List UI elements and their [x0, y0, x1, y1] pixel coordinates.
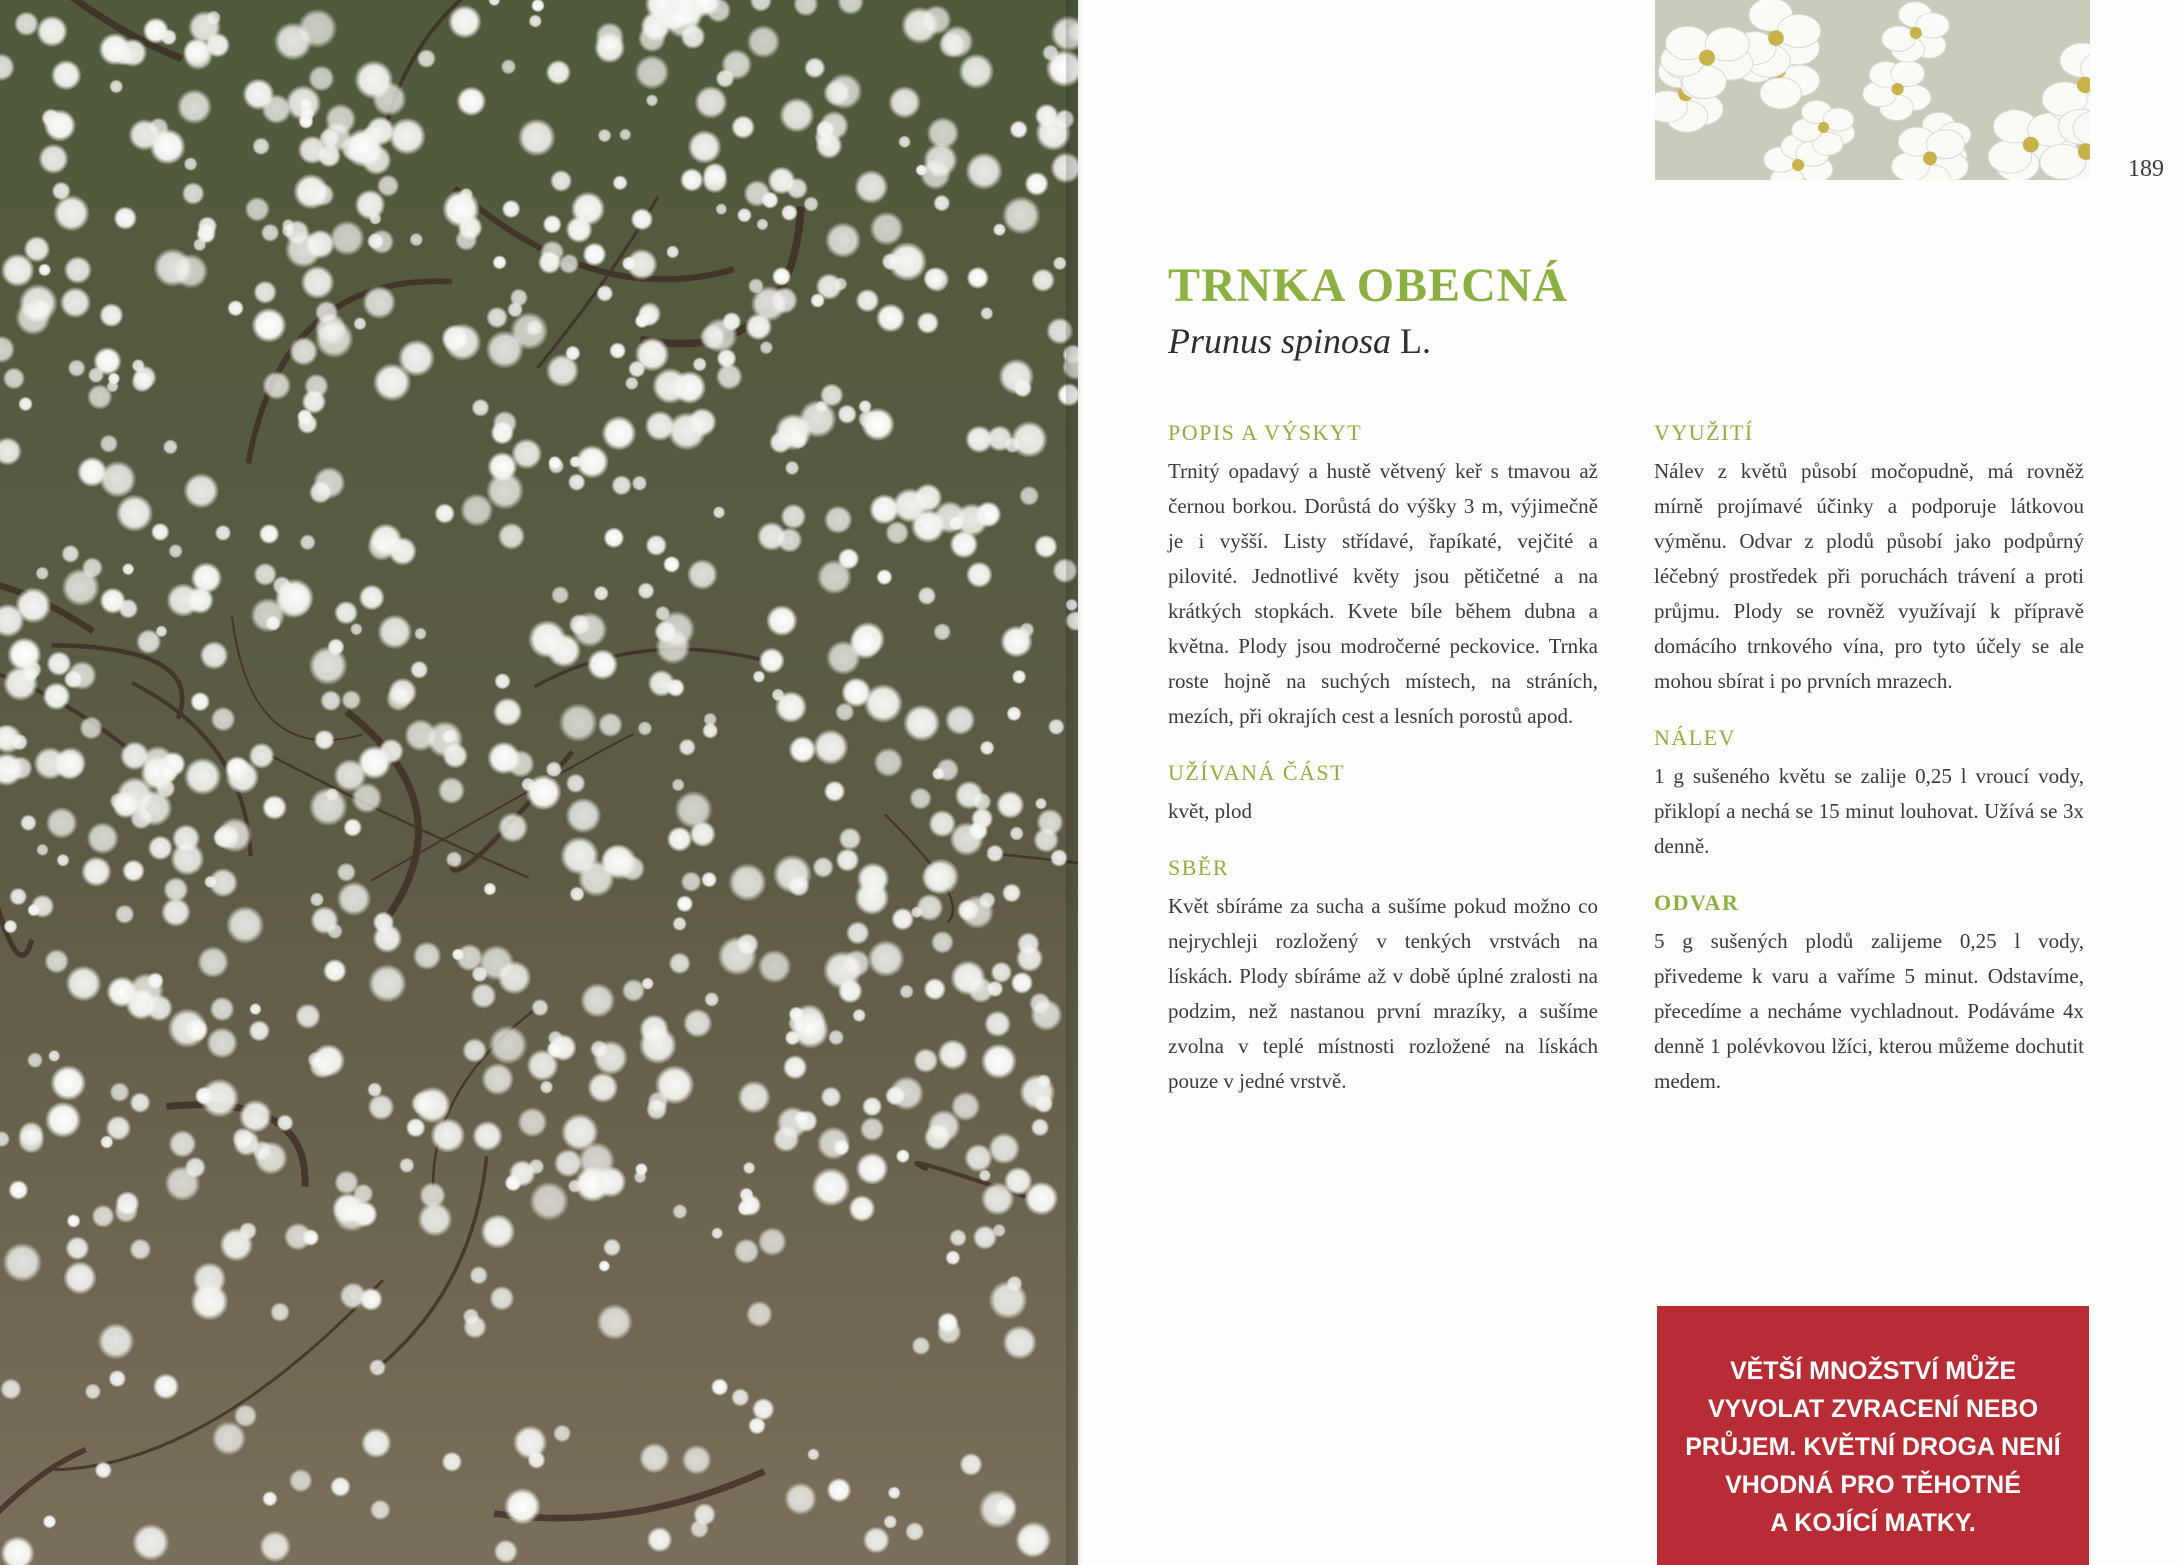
warning-box: [1657, 1306, 2089, 1565]
section-text: Trnitý opadavý a hustě větvený keř s tmavou až černou borkou. Dorůstá do výšky 3 m, výjimečně je i vyšší. Listy střídavé, řapíkaté, vejčité a pilovité. Jednotlivé květy jsou pětičetné a na krátkých stopkách. Kvete bíle během dubna a května. Plody jsou modročerné peckovice. Trnka roste hojně na suchých místech, na stráních, mezích, při okrajích cest a lesních porostů apod.: [1168, 459, 1598, 728]
latin-genus-species: Prunus spinosa: [1168, 321, 1392, 361]
warning-line: A KOJÍCÍ MATKY.: [1770, 1509, 1976, 1537]
left-text-column: [1168, 420, 1598, 1125]
section-heading: SBĚR: [1168, 855, 1230, 880]
section-heading: ODVAR: [1654, 890, 1740, 915]
section-text: Nálev z květů působí močopudně, má rovněž mírně projímavé účinky a podporuje látkovou výměnu. Odvar z plodů působí jako podpůrný léčebný prostředek při poruchách trávení a proti průjmu. Plody se rovněž využívají k přípravě domácího trnkového vína, pro tyto účely se ale mohou sbírat i po prvních mrazech.: [1654, 459, 2084, 693]
page-title: TRNKA OBECNÁ: [1168, 259, 1569, 312]
blackthorn-blossom-photo: [0, 0, 1078, 1565]
section-nalev: [1654, 725, 2084, 864]
right-text-column: [1654, 420, 2084, 1125]
section-uzivana-cast: [1168, 760, 1598, 829]
section-text: Květ sbíráme za sucha a sušíme pokud možno co nejrychleji rozložený v tenkých vrstvách na lískách. Plody sbíráme až v době úplné zralosti na podzim, než nastanou první mrazíky, a sušíme zvolna v teplé místnosti rozložené na lískách pouze v jedné vrstvě.: [1168, 894, 1598, 1093]
section-text: 5 g sušených plodů zalijeme 0,25 l vody, přivedeme k varu a vaříme 5 minut. Odstavíme, přecedíme a necháme vychladnout. Podáváme 4x denně 1 polévkovou lžíci, kterou můžeme dochutit medem.: [1654, 929, 2084, 1093]
section-heading: NÁLEV: [1654, 725, 1737, 750]
book-gutter-shadow: [1066, 0, 1086, 1565]
section-text: květ, plod: [1168, 799, 1252, 823]
section-heading: UŽÍVANÁ ČÁST: [1168, 760, 1346, 785]
section-text: 1 g sušeného květu se zalije 0,25 l vroucí vody, přiklopí a nechá se 15 minut louhovat. Užívá se 3x denně.: [1654, 764, 2084, 858]
section-odvar: [1654, 890, 2084, 1099]
warning-line: VHODNÁ PRO TĚHOTNÉ: [1725, 1471, 2021, 1499]
page-number: 189: [2128, 156, 2164, 182]
flower-closeup-thumbnail: [1655, 0, 2090, 180]
section-heading: VYUŽITÍ: [1654, 420, 1754, 445]
latin-name: [1168, 320, 1431, 362]
warning-line: VĚTŠÍ MNOŽSTVÍ MŮŽE: [1729, 1357, 2017, 1385]
blossom-photo-art: [0, 0, 1078, 1565]
section-sber: [1168, 855, 1598, 1099]
section-heading: POPIS A VÝSKYT: [1168, 420, 1363, 445]
warning-line: VYVOLAT ZVRACENÍ NEBO: [1707, 1395, 2039, 1423]
warning-line: PRŮJEM. KVĚTNÍ DROGA NENÍ: [1685, 1433, 2061, 1461]
section-popis-a-vyskyt: [1168, 420, 1598, 734]
latin-author: L.: [1400, 321, 1432, 361]
section-vyuziti: [1654, 420, 2084, 699]
flower-closeup-art: [1655, 0, 2090, 180]
